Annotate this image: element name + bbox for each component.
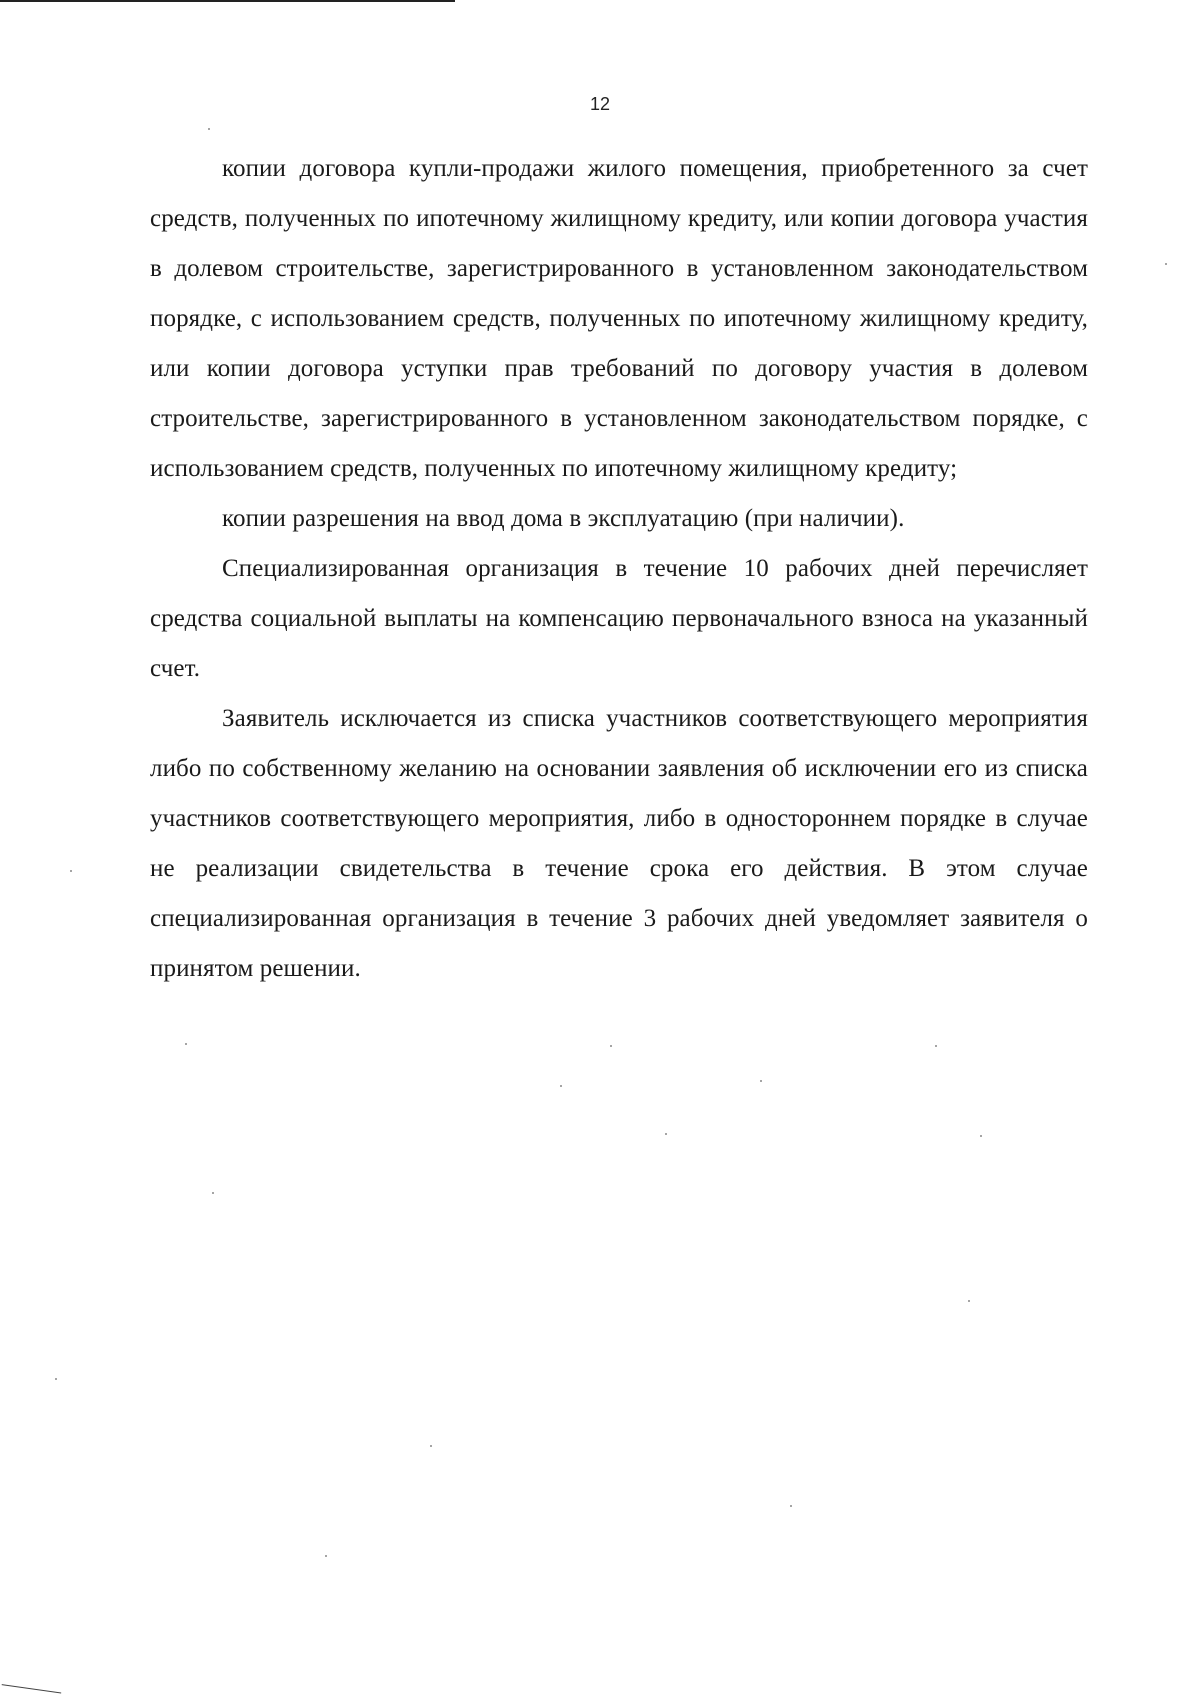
scan-speck <box>665 1133 667 1135</box>
scan-speck <box>212 1192 214 1194</box>
scan-speck <box>980 1135 982 1137</box>
scan-speck <box>1165 263 1167 265</box>
page-number: 12 <box>589 94 611 114</box>
paragraph-commissioning-permit: копии разрешения на ввод дома в эксплуатацию (при наличии). <box>222 505 905 532</box>
top-edge-rule <box>0 0 455 2</box>
scan-speck <box>70 870 72 872</box>
scan-speck <box>968 1300 970 1302</box>
scan-speck <box>325 1555 327 1557</box>
scan-speck <box>935 1045 937 1047</box>
scan-speck <box>430 1445 432 1447</box>
scan-speck <box>55 1378 57 1380</box>
scan-speck <box>208 128 210 130</box>
document-body <box>150 144 1088 994</box>
paragraph-contract-copies: копии договора купли-продажи жилого помещения, приобретенного за счет средств, полученных по ипотечному жилищному кредиту, или копии договора участия в долевом строительстве, зарегистрированного в установленном законодательством порядке, с использованием средств, полученных по ипотечному жилищному кредиту, или копии договора уступки прав требований по договору участия в долевом строительстве, зарегистрированного в установленном законодательством порядке, с использованием средств, полученных по ипотечному жилищному кредиту; <box>150 155 1088 482</box>
paragraph-exclusion: Заявитель исключается из списка участников соответствующего мероприятия либо по собственному желанию на основании заявления об исключении его из списка участников соответствующего мероприятия, либо в одностороннем порядке в случае не реализации свидетельства в течение срока его действия. В этом случае специализированная организация в течение 3 рабочих дней уведомляет заявителя о принятом решении. <box>150 705 1088 982</box>
scan-speck <box>760 1080 762 1082</box>
scan-corner-mark <box>0 1684 61 1705</box>
paragraph-payment-transfer: Специализированная организация в течение 10 рабочих дней перечисляет средства социальной выплаты на компенсацию первоначального взноса на указанный счет. <box>150 555 1088 682</box>
scan-speck <box>610 1045 612 1047</box>
scan-speck <box>560 1085 562 1087</box>
scan-speck <box>790 1505 792 1507</box>
scan-speck <box>185 1043 187 1045</box>
